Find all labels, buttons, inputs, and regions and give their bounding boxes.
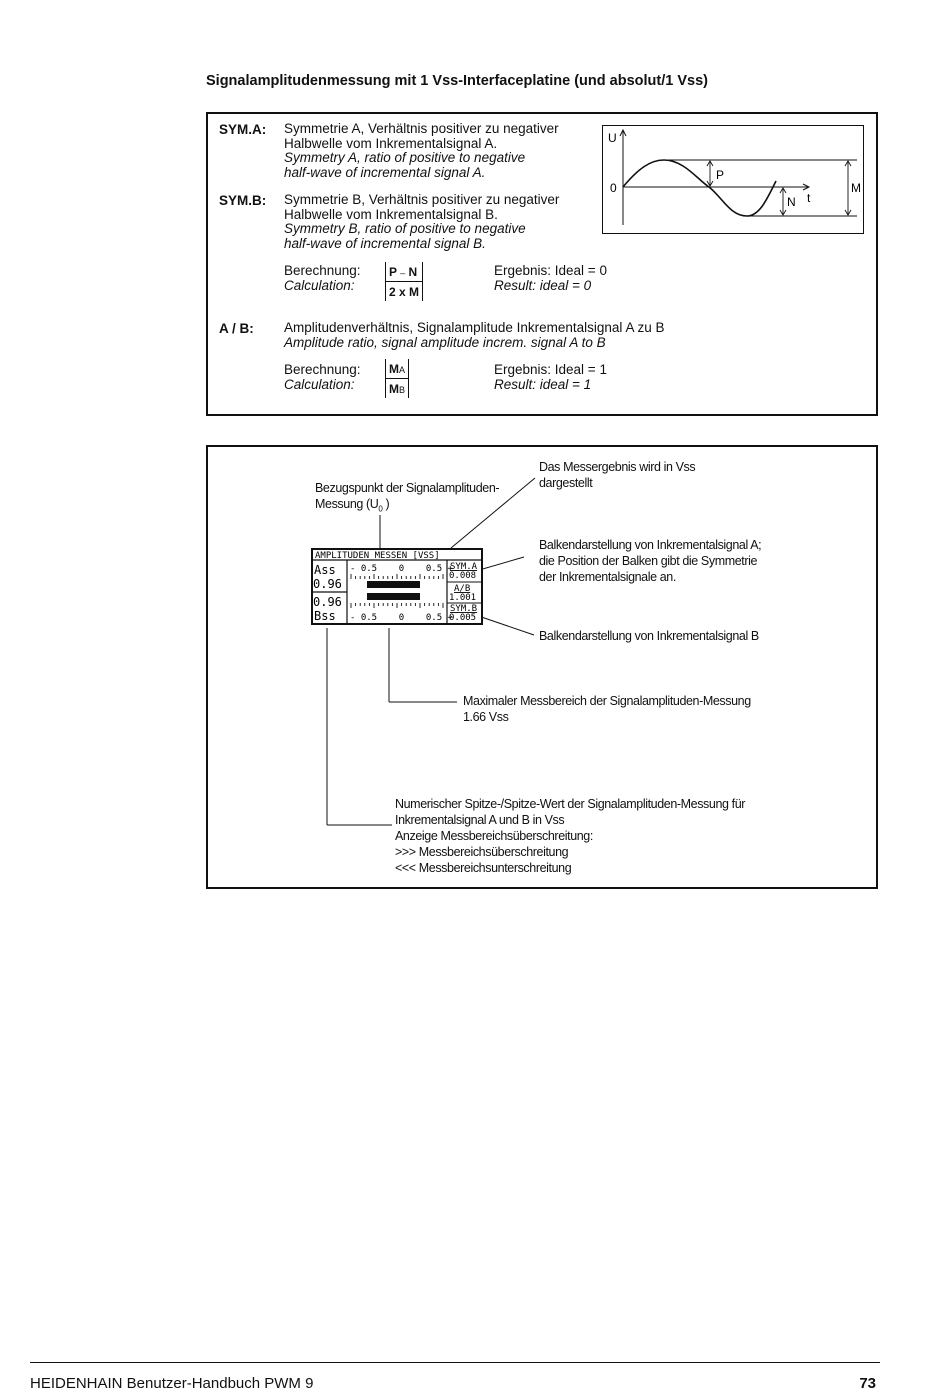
- annotation-num-line4: >>> Messbereichsüberschreitung: [395, 845, 569, 859]
- lcd-bss-label: Bss: [314, 609, 336, 623]
- calc2-label-de: Berechnung:: [284, 362, 361, 377]
- u-label: U: [608, 131, 617, 145]
- ratio-formula-denominator: MB: [389, 382, 406, 396]
- lcd-ab-label: A/B: [454, 584, 471, 594]
- calc1-label-de: Berechnung:: [284, 263, 361, 278]
- annotation-bar-a: [539, 537, 761, 585]
- ab-text: [284, 321, 664, 350]
- calc2-result: [494, 363, 607, 392]
- footer-manual-title: HEIDENHAIN Benutzer-Handbuch PWM 9: [30, 1375, 314, 1392]
- lcd-sym-b-label: SYM.B: [450, 604, 478, 614]
- annotation-vss: [539, 459, 695, 491]
- annotation-bar-a-line1: Balkendarstellung von Inkrementalsignal A;: [539, 538, 762, 552]
- sym-a-en-line2: half-wave of incremental signal A.: [284, 164, 486, 180]
- zero-label: 0: [610, 181, 617, 195]
- sym-a-de-line2: Halbwelle vom Inkrementalsignal A.: [284, 135, 498, 151]
- annotation-max-range: [463, 693, 751, 725]
- calc2-result-de: Ergebnis: Ideal = 1: [494, 362, 607, 377]
- sym-b-en-line2: half-wave of incremental signal B.: [284, 235, 486, 251]
- calc1-result: [494, 264, 607, 293]
- lcd-ass-value: 0.96: [313, 577, 342, 591]
- sym-a-de-line1: Symmetrie A, Verhältnis positiver zu negativer: [284, 121, 559, 136]
- annotation-vss-line1: Das Messergebnis wird in Vss: [539, 460, 696, 474]
- lcd-scale-top: - 0.5 0 0.5 +: [350, 564, 453, 574]
- lcd-sym-a-value: 0.008: [449, 571, 477, 581]
- ab-de: Amplitudenverhältnis, Signalamplitude Inkrementalsignal A zu B: [284, 320, 665, 335]
- annotation-vss-line2: dargestellt: [539, 476, 593, 490]
- annotation-reference-line1: Bezugspunkt der Signalamplituden-: [315, 481, 500, 495]
- footer-divider: [30, 1362, 880, 1363]
- lcd-bar-a: [367, 581, 420, 588]
- page-number: 73: [859, 1375, 876, 1392]
- section-title: Signalamplitudenmessung mit 1 Vss-Interfaceplatine (und absolut/1 Vss): [206, 73, 708, 89]
- m-label: M: [851, 181, 861, 195]
- lcd-display: [311, 548, 483, 625]
- sine-wave-diagram: [602, 125, 864, 235]
- annotation-num-line5: <<< Messbereichsunterschreitung: [395, 861, 572, 875]
- lcd-sym-a-label: SYM.A: [450, 562, 478, 572]
- sym-b-de-line1: Symmetrie B, Verhältnis positiver zu negativer: [284, 192, 560, 207]
- lcd-scale-bottom: - 0.5 0 0.5 +: [350, 613, 453, 623]
- sym-a-en-line1: Symmetry A, ratio of positive to negative: [284, 150, 526, 165]
- lcd-ass-label: Ass: [314, 563, 336, 577]
- annotation-max-line1: Maximaler Messbereich der Signalamplituden-Messung: [463, 694, 751, 708]
- p-label: P: [716, 168, 725, 182]
- calc1-result-en: Result: ideal = 0: [494, 277, 592, 293]
- sym-a-text: [284, 122, 559, 180]
- lcd-sym-b-value: 0.005: [449, 613, 477, 623]
- annotation-num-line1: Numerischer Spitze-/Spitze-Wert der Signalamplituden-Messung für: [395, 797, 746, 811]
- annotation-bar-a-line3: der Inkrementalsignale an.: [539, 570, 676, 584]
- sym-b-label: SYM.B:: [219, 193, 267, 208]
- calc1-result-de: Ergebnis: Ideal = 0: [494, 263, 607, 278]
- ratio-formula: [385, 359, 409, 398]
- calc2-result-en: Result: ideal = 1: [494, 376, 592, 392]
- lcd-bar-b: [367, 593, 420, 600]
- ratio-formula-numerator: MA: [386, 359, 408, 379]
- calc2-label-en: Calculation:: [284, 376, 355, 392]
- sym-b-en-line1: Symmetry B, ratio of positive to negative: [284, 221, 526, 236]
- ab-label: A / B:: [219, 321, 254, 336]
- annotation-bar-b: Balkendarstellung von Inkrementalsignal B: [539, 629, 759, 643]
- sine-curve: [623, 160, 776, 216]
- annotation-reference-point: [315, 480, 499, 518]
- calc1-label: [284, 264, 361, 293]
- sym-b-de-line2: Halbwelle vom Inkrementalsignal B.: [284, 206, 498, 222]
- diagram-frame: [603, 126, 864, 234]
- n-label: N: [787, 195, 796, 209]
- sym-a-label: SYM.A:: [219, 122, 267, 137]
- lcd-bss-value: 0.96: [313, 595, 342, 609]
- annotation-numeric-value: [395, 796, 745, 876]
- symmetry-formula-denominator: 2 x M: [389, 285, 420, 299]
- calc1-label-en: Calculation:: [284, 277, 355, 293]
- symmetry-formula: [385, 262, 423, 301]
- annotation-max-line2: 1.66 Vss: [463, 710, 509, 724]
- lcd-header: AMPLITUDEN MESSEN [VSS]: [315, 551, 440, 561]
- sym-b-text: [284, 193, 559, 251]
- annotation-bar-a-line2: die Position der Balken gibt die Symmetrie: [539, 554, 758, 568]
- t-label: t: [807, 191, 811, 205]
- calc2-label: [284, 363, 361, 392]
- ab-en: Amplitude ratio, signal amplitude increm. signal A to B: [284, 334, 606, 350]
- lcd-ab-value: 1.001: [449, 593, 477, 603]
- symmetry-formula-numerator: P – N: [386, 262, 422, 282]
- annotation-num-line3: Anzeige Messbereichsüberschreitung:: [395, 829, 593, 843]
- annotation-reference-line2: Messung ($U_0$ ): [315, 497, 390, 514]
- annotation-num-line2: Inkrementalsignal A und B in Vss: [395, 813, 565, 827]
